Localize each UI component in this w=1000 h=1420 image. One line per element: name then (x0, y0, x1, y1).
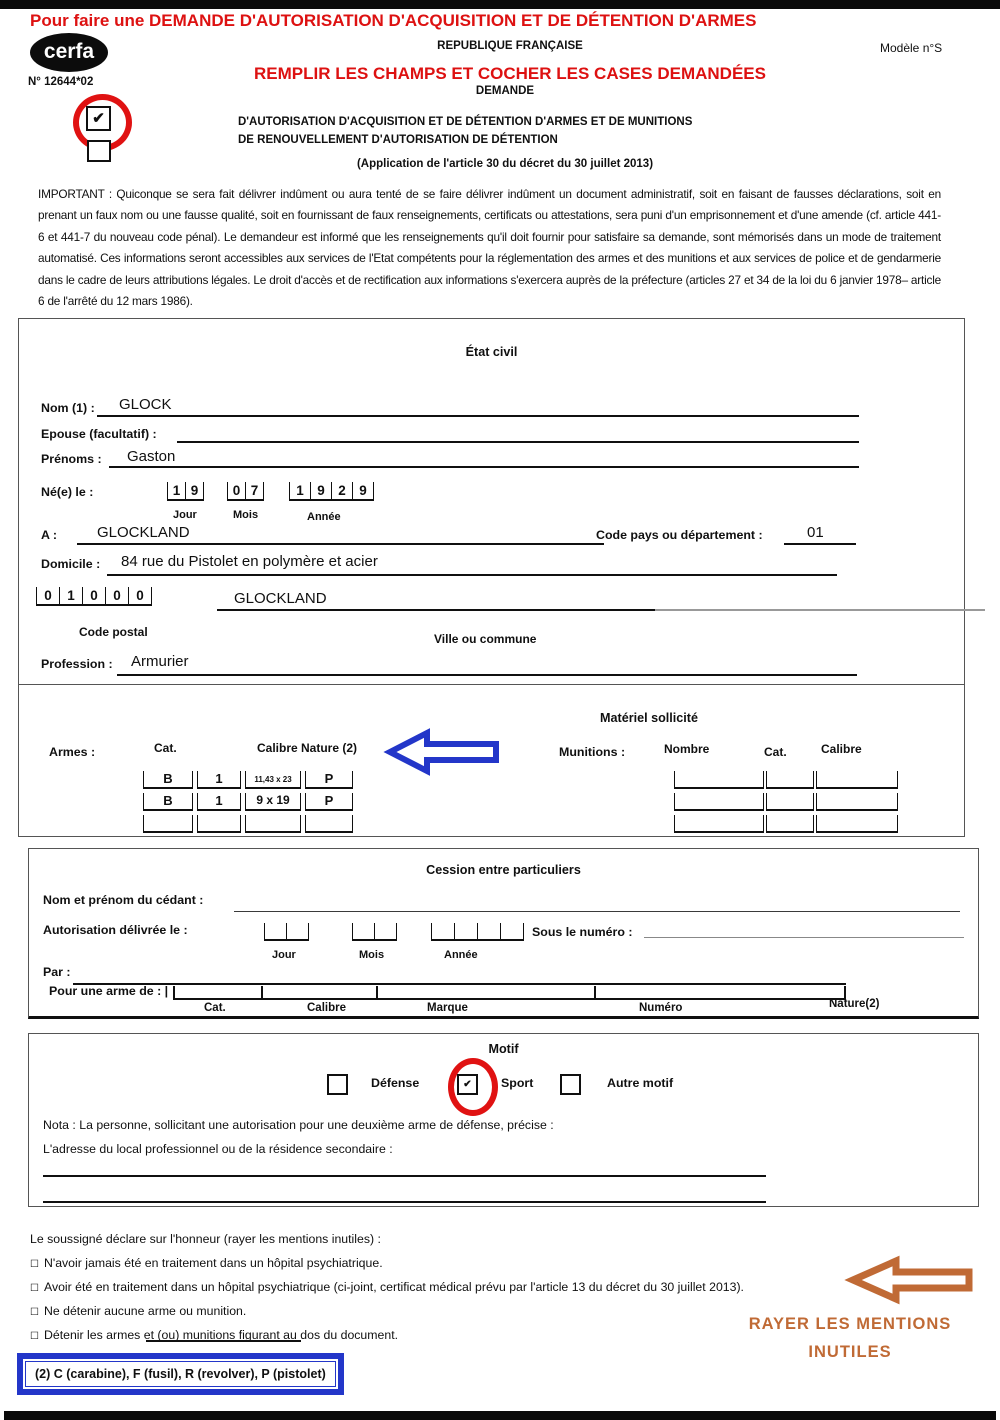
arme-de-label: Pour une arme de : | (49, 984, 169, 998)
blue-left-arrow-annotation (387, 730, 500, 774)
motif-sport-label: Sport (501, 1076, 534, 1090)
epouse-field-line[interactable] (177, 441, 859, 443)
armes-calibre-nature-header: Calibre Nature (2) (257, 741, 358, 755)
munitions-label: Munitions : (559, 745, 626, 759)
motif-autre-label: Autre motif (607, 1076, 674, 1090)
cession-calibre-label: Calibre (307, 1002, 346, 1014)
domicile-value[interactable]: 84 rue du Pistolet en polymère et acier (121, 553, 378, 570)
lieu-naissance-field-line[interactable] (77, 543, 604, 545)
code-pays-field-line[interactable] (784, 543, 856, 545)
demande-option-1: D'AUTORISATION D'ACQUISITION ET DE DÉTENTION D'ARMES ET DE MUNITIONS (238, 116, 693, 128)
epouse-label: Epouse (facultatif) : (41, 427, 157, 441)
cession-year-cells[interactable] (431, 923, 524, 941)
signature-line-fragment (146, 1340, 301, 1342)
cession-title: Cession entre particuliers (426, 863, 581, 877)
cession-mois-label: Mois (359, 949, 385, 961)
materiel-section (18, 683, 965, 837)
cession-section (28, 848, 979, 1019)
modele-label: Modèle n°S (880, 41, 943, 55)
cession-annee-label: Année (444, 949, 478, 961)
cedant-label: Nom et prénom du cédant : (43, 893, 204, 907)
etat-civil-title: État civil (465, 345, 518, 359)
mois-label: Mois (233, 509, 259, 521)
republique-label: REPUBLIQUE FRANÇAISE (437, 40, 583, 52)
motif-nota-2: L'adresse du local professionnel ou de la résidence secondaire : (43, 1142, 393, 1156)
lieu-naissance-label: A : (41, 528, 58, 542)
munitions-row-3[interactable] (674, 815, 902, 833)
annee-label: Année (307, 511, 341, 523)
armes-row-2[interactable]: B 1 9 x 19 P (143, 793, 357, 811)
demande-acquisition-checkbox[interactable] (86, 106, 111, 131)
jour-label: Jour (173, 509, 197, 521)
declaration-intro: Le soussigné déclare sur l'honneur (rayer les mentions inutiles) : (30, 1232, 381, 1246)
domicile-field-line[interactable] (107, 574, 837, 576)
check-icon: ✔ (92, 110, 105, 127)
cession-day-cells[interactable] (264, 923, 309, 941)
declaration-item-2: ☐ Avoir été en traitement dans un hôpital psychiatrique (ci-joint, certificat médical prévu par l'article 13 du décret du 30 juillet 2013). (30, 1280, 744, 1294)
bullet-square-icon: ☐ (30, 1307, 39, 1318)
orange-left-arrow-annotation (850, 1258, 973, 1302)
sous-numero-label: Sous le numéro : (532, 925, 633, 939)
ville-commune-label: Ville ou commune (434, 632, 537, 646)
instruction-title: REMPLIR LES CHAMPS ET COCHER LES CASES DEMANDÉES (254, 64, 766, 83)
autorisation-date-label: Autorisation délivrée le : (43, 923, 188, 937)
application-note: (Application de l'article 30 du décret du 30 juillet 2013) (356, 158, 654, 170)
prenoms-field-line[interactable] (109, 466, 859, 468)
profession-field-line[interactable] (117, 674, 857, 676)
ville-field-line-extension[interactable] (655, 609, 985, 611)
code-postal-label: Code postal (79, 625, 148, 639)
declaration-item-4: ☐ Détenir les armes et (ou) munitions figurant au dos du document. (30, 1328, 399, 1342)
motif-section (28, 1033, 979, 1207)
declaration-item-1: ☐ N'avoir jamais été en traitement dans un hôpital psychiatrique. (30, 1256, 383, 1270)
field-tick (173, 986, 175, 999)
armes-row-1[interactable]: B 1 11,43 x 23 P (143, 771, 357, 789)
materiel-title: Matériel sollicité (600, 711, 698, 725)
motif-sport-checkbox[interactable] (457, 1074, 478, 1095)
nom-label: Nom (1) : (41, 401, 95, 415)
demande-option-2: DE RENOUVELLEMENT D'AUTORISATION DE DÉTENTION (238, 134, 558, 146)
bottom-border-bar (4, 1411, 996, 1420)
rayer-mentions-annotation: RAYER LES MENTIONS INUTILES (748, 1315, 952, 1361)
munitions-cat-header: Cat. (764, 745, 787, 759)
code-pays-label: Code pays ou département : (596, 528, 763, 542)
munitions-row-2[interactable] (674, 793, 902, 811)
birth-day-cells[interactable]: 1 9 (167, 482, 204, 501)
prenoms-label: Prénoms : (41, 452, 102, 466)
cession-numero-label: Numéro (639, 1002, 683, 1014)
domicile-label: Domicile : (41, 557, 101, 571)
cession-cat-label: Cat. (204, 1002, 226, 1014)
bullet-square-icon: ☐ (30, 1331, 39, 1342)
profession-label: Profession : (41, 657, 113, 671)
etat-civil-section (18, 318, 965, 685)
par-label: Par : (43, 965, 71, 979)
arme-de-field-line[interactable] (173, 998, 846, 1000)
nature-codes-text: (2) C (carabine), F (fusil), R (revolver), P (pistolet) (35, 1367, 326, 1381)
field-tick (261, 986, 263, 999)
motif-nota-1: Nota : La personne, sollicitant une autorisation pour une deuxième arme de défense, précise : (43, 1118, 554, 1132)
bullet-square-icon: ☐ (30, 1259, 39, 1270)
motif-autre-checkbox[interactable] (560, 1074, 581, 1095)
lieu-naissance-value[interactable]: GLOCKLAND (97, 524, 190, 541)
page-title: Pour faire une DEMANDE D'AUTORISATION D'ACQUISITION ET DE DÉTENTION D'ARMES (30, 11, 757, 30)
sous-numero-field-line[interactable] (644, 937, 964, 938)
ville-field-line[interactable] (217, 609, 655, 611)
par-field-line[interactable] (73, 983, 846, 985)
cedant-field-line[interactable] (234, 911, 960, 912)
declaration-item-3: ☐ Ne détenir aucune arme ou munition. (30, 1304, 247, 1318)
birthdate-label: Né(e) le : (41, 485, 94, 499)
cession-jour-label: Jour (272, 949, 296, 961)
code-postal-cells[interactable]: 0 1 0 0 0 (36, 587, 152, 606)
cerfa-number: N° 12644*02 (28, 76, 94, 88)
ville-value[interactable]: GLOCKLAND (234, 590, 327, 607)
armes-label: Armes : (49, 745, 96, 759)
important-paragraph: IMPORTANT : Quiconque se sera fait délivrer indûment ou aura tenté de se faire délivrer indûment un document administratif, soit en faisant de fausses déclarations, soit en prenant un faux nom ou une fausse qualité, soit en fournissant de faux renseignements, certificats ou attestations, sera puni d'un emprisonnement et d'une amende (cf. article 441-6 et 441-7 du nouveau code pénal). Le demandeur est informé que les renseignements qu'il doit fournir pour satisfaire sa demande, sont mémorisés dans un mode de traitement automatisé. Ces informations seront accessibles aux services de l'Etat compétents pour la réglementation des armes et des munitions et aux services de police et de gendarmerie dans le cadre de leurs attributions légales. Le droit d'accès et de rectification aux informations s'exercera auprès de la préfecture (articles 27 et 34 de la loi du 6 janvier 1978– article 6 de l'arrêté du 12 mars 1986). (38, 187, 941, 309)
profession-value[interactable]: Armurier (131, 653, 189, 670)
motif-defense-checkbox[interactable] (327, 1074, 348, 1095)
field-tick (594, 986, 596, 999)
armes-row-3[interactable] (143, 815, 357, 833)
munitions-row-1[interactable] (674, 771, 902, 789)
motif-defense-label: Défense (371, 1076, 420, 1090)
cerfa-logo: cerfa (30, 33, 108, 72)
nom-value[interactable]: GLOCK (119, 396, 172, 413)
demande-label: DEMANDE (475, 85, 535, 97)
birth-month-cells[interactable]: 0 7 (227, 482, 264, 501)
birth-year-cells[interactable]: 1 9 2 9 (289, 482, 374, 501)
field-tick (376, 986, 378, 999)
munitions-calibre-header: Calibre (821, 742, 862, 756)
prenoms-value[interactable]: Gaston (127, 448, 176, 465)
adresse-field-line-2[interactable] (43, 1201, 766, 1203)
motif-title: Motif (488, 1042, 519, 1056)
code-pays-value[interactable]: 01 (807, 524, 824, 541)
top-border-bar (0, 0, 1000, 9)
munitions-nombre-header: Nombre (664, 742, 710, 756)
cession-nature-label: Nature(2) (829, 998, 880, 1010)
cession-marque-label: Marque (427, 1002, 468, 1014)
nom-field-line[interactable] (97, 415, 859, 417)
demande-renouvellement-checkbox[interactable] (87, 140, 111, 162)
nature-codes-box (17, 1353, 344, 1395)
adresse-field-line-1[interactable] (43, 1175, 766, 1177)
bullet-square-icon: ☐ (30, 1283, 39, 1294)
armes-cat-header: Cat. (154, 741, 177, 755)
check-icon: ✔ (463, 1079, 472, 1090)
cession-month-cells[interactable] (352, 923, 397, 941)
